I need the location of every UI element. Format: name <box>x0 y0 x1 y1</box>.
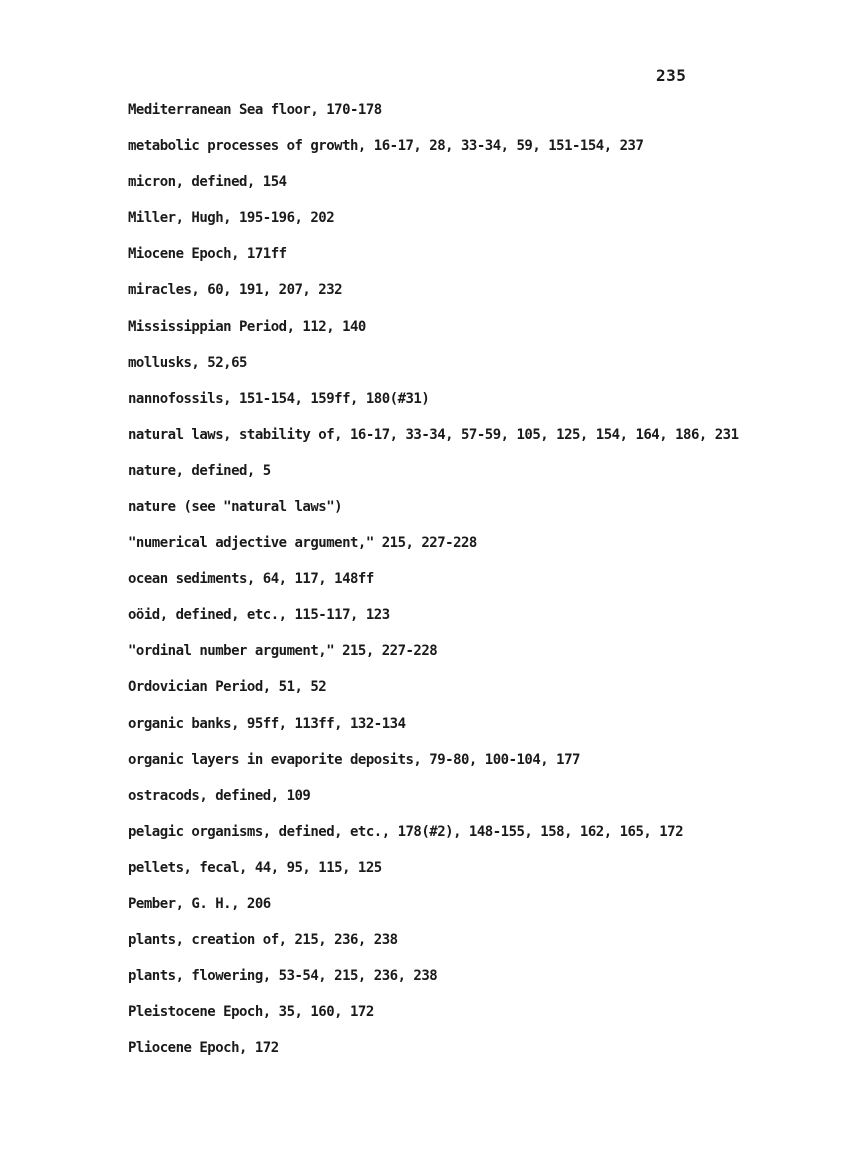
page-number: 235 <box>656 66 687 85</box>
index-entry: mollusks, 52,65 <box>128 354 247 371</box>
index-entry: Pleistocene Epoch, 35, 160, 172 <box>128 1004 374 1021</box>
index-entry: Mediterranean Sea floor, 170-178 <box>128 102 382 118</box>
index-entry: nannofossils, 151-154, 159ff, 180(#31) <box>128 390 430 407</box>
index-list <box>128 101 768 1075</box>
index-entry: Miller, Hugh, 195-196, 202 <box>128 210 335 227</box>
index-entry: nature, defined, 5 <box>128 462 271 479</box>
index-entry: Miocene Epoch, 171ff <box>128 246 287 263</box>
index-entry: plants, creation of, 215, 236, 238 <box>128 932 398 949</box>
index-entry: pelagic organisms, defined, etc., 178(#2), 148-155, 158, 162, 165, 172 <box>128 823 684 840</box>
index-entry: ostracods, defined, 109 <box>128 787 311 804</box>
index-entry: organic banks, 95ff, 113ff, 132-134 <box>128 715 406 732</box>
index-entry: miracles, 60, 191, 207, 232 <box>128 282 343 299</box>
index-entry: organic layers in evaporite deposits, 79-80, 100-104, 177 <box>128 751 580 768</box>
index-entry: Pliocene Epoch, 172 <box>128 1040 279 1057</box>
index-entry: ocean sediments, 64, 117, 148ff <box>128 571 374 588</box>
index-entry: Ordovician Period, 51, 52 <box>128 679 327 696</box>
index-entry: natural laws, stability of, 16-17, 33-34, 57-59, 105, 125, 154, 164, 186, 231 <box>128 426 739 443</box>
index-entry: nature (see "natural laws") <box>128 498 343 515</box>
index-entry: "ordinal number argument," 215, 227-228 <box>128 643 438 660</box>
index-entry: plants, flowering, 53-54, 215, 236, 238 <box>128 968 438 985</box>
index-entry: Mississippian Period, 112, 140 <box>128 318 366 335</box>
index-entry: Pember, G. H., 206 <box>128 895 271 912</box>
index-entry: micron, defined, 154 <box>128 174 287 191</box>
index-entry: oöid, defined, etc., 115-117, 123 <box>128 607 390 624</box>
index-entry: "numerical adjective argument," 215, 227-228 <box>128 535 477 552</box>
index-entry: metabolic processes of growth, 16-17, 28, 33-34, 59, 151-154, 237 <box>128 138 644 155</box>
index-entry: pellets, fecal, 44, 95, 115, 125 <box>128 859 382 876</box>
